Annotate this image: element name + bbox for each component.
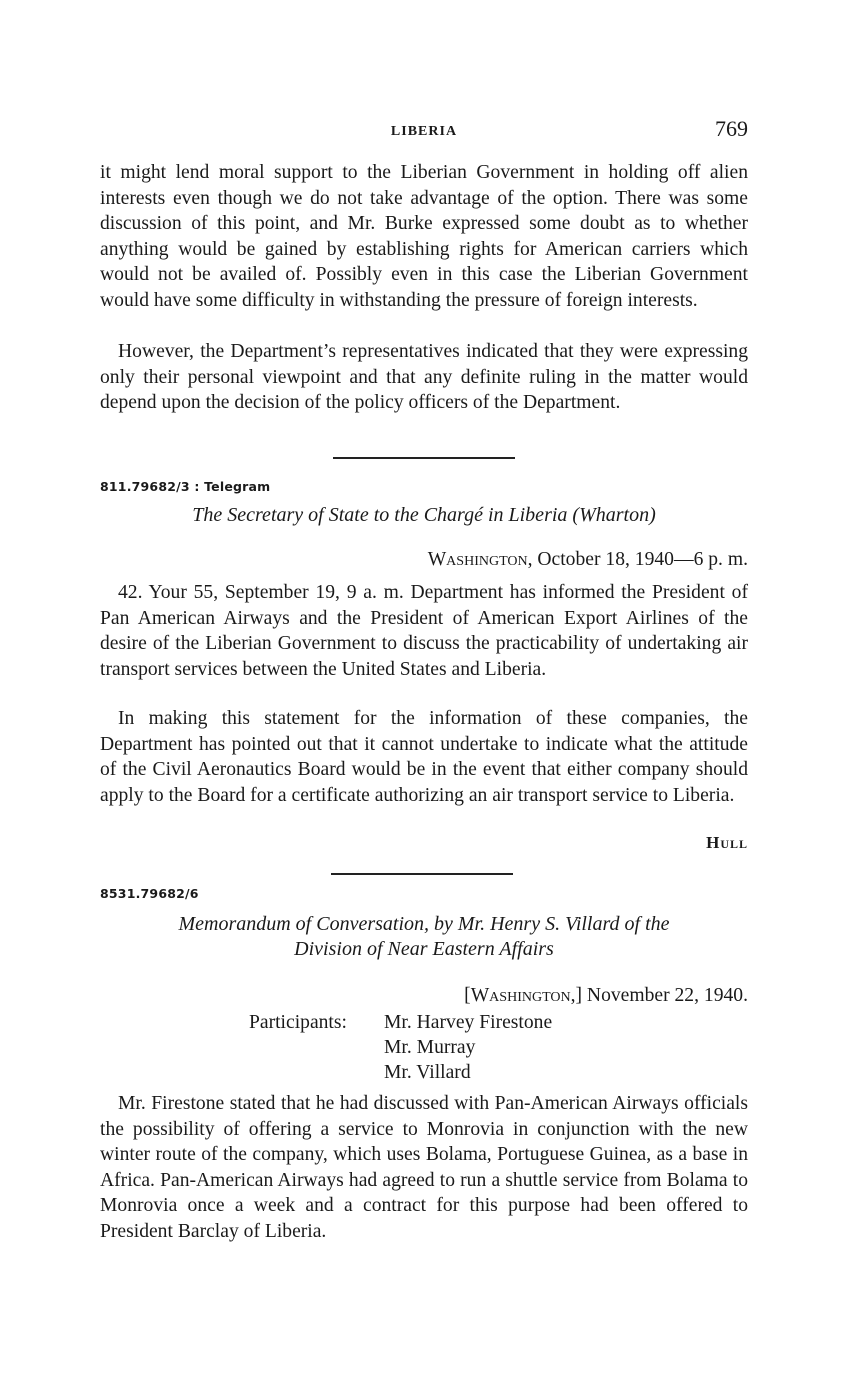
memorandum-dateline-place: Washington (470, 985, 571, 1006)
participants-label: Participants: (249, 1012, 347, 1033)
participant-item: Mr. Villard (384, 1062, 471, 1083)
telegram-title (100, 503, 748, 528)
section-divider (333, 457, 515, 459)
page-number: 769 (715, 116, 748, 141)
participant-item: Mr. Harvey Firestone (384, 1012, 553, 1033)
section-divider (331, 873, 513, 875)
telegram-paragraph-1: 42. Your 55, September 19, 9 a. m. Department has informed the President of Pan American Airways and the President of American Export Airlines of the desire of the Liberian Government to discuss the practicability of undertaking air transport services between the United States and Liberia. (100, 582, 748, 680)
telegram-dateline-place: Washington (427, 549, 528, 570)
memorandum-dateline-date: ,] November 22, 1940. (570, 985, 748, 1006)
memorandum-dateline (464, 985, 748, 1007)
memorandum-title-line-1: Memorandum of Conversation, by Mr. Henry S. Villard of the (178, 913, 670, 935)
continuation-paragraph: it might lend moral support to the Liberian Government in holding off alien interests even though we do not take advantage of the option. There was some discussion of this point, and Mr. Burke expressed some doubt as to whether anything would be gained by establishing rights for American carriers which would not be availed of. Possibly even in this case the Liberian Government would have some difficulty in withstanding the pressure of foreign interests. (100, 162, 748, 311)
memorandum-title-line-2: Division of Near Eastern Affairs (294, 938, 554, 960)
telegram-title-recipient: (Wharton) (572, 504, 656, 526)
telegram-dateline-date: , October 18, 1940—6 p. m. (527, 549, 748, 570)
telegram-document-id: 811.79682/3 : Telegram (100, 479, 271, 494)
telegram-signature: Hull (706, 833, 748, 852)
participant-item: Mr. Murray (384, 1037, 476, 1058)
memorandum-paragraph-1: Mr. Firestone stated that he had discussed with Pan-American Airways officials the possibility of offering a service to Monrovia in conjunction with the new winter route of the company, which uses Bolama, Portuguese Guinea, as a base in Africa. Pan-American Airways had agreed to run a shuttle service from Bolama to Monrovia once a week and a contract for this purpose had been offered to President Barclay of Liberia. (100, 1093, 748, 1242)
telegram-dateline (428, 549, 748, 571)
memorandum-dateline-bracket: [ (464, 985, 471, 1006)
memorandum-document-id: 8531.79682/6 (100, 886, 199, 901)
running-head: LIBERIA (390, 124, 458, 139)
department-viewpoint-paragraph: However, the Department’s representatives indicated that they were expressing only their personal viewpoint and that any definite ruling in the matter would depend upon the decision of the policy officers of the Department. (100, 341, 748, 413)
telegram-paragraph-2: In making this statement for the information of these companies, the Department has pointed out that it cannot undertake to indicate what the attitude of the Civil Aeronautics Board would be in the event that either company should apply to the Board for a certificate authorizing an air transport service to Liberia. (100, 708, 748, 806)
telegram-title-main: The Secretary of State to the Chargé in Liberia (192, 504, 568, 526)
page-header (100, 116, 748, 146)
